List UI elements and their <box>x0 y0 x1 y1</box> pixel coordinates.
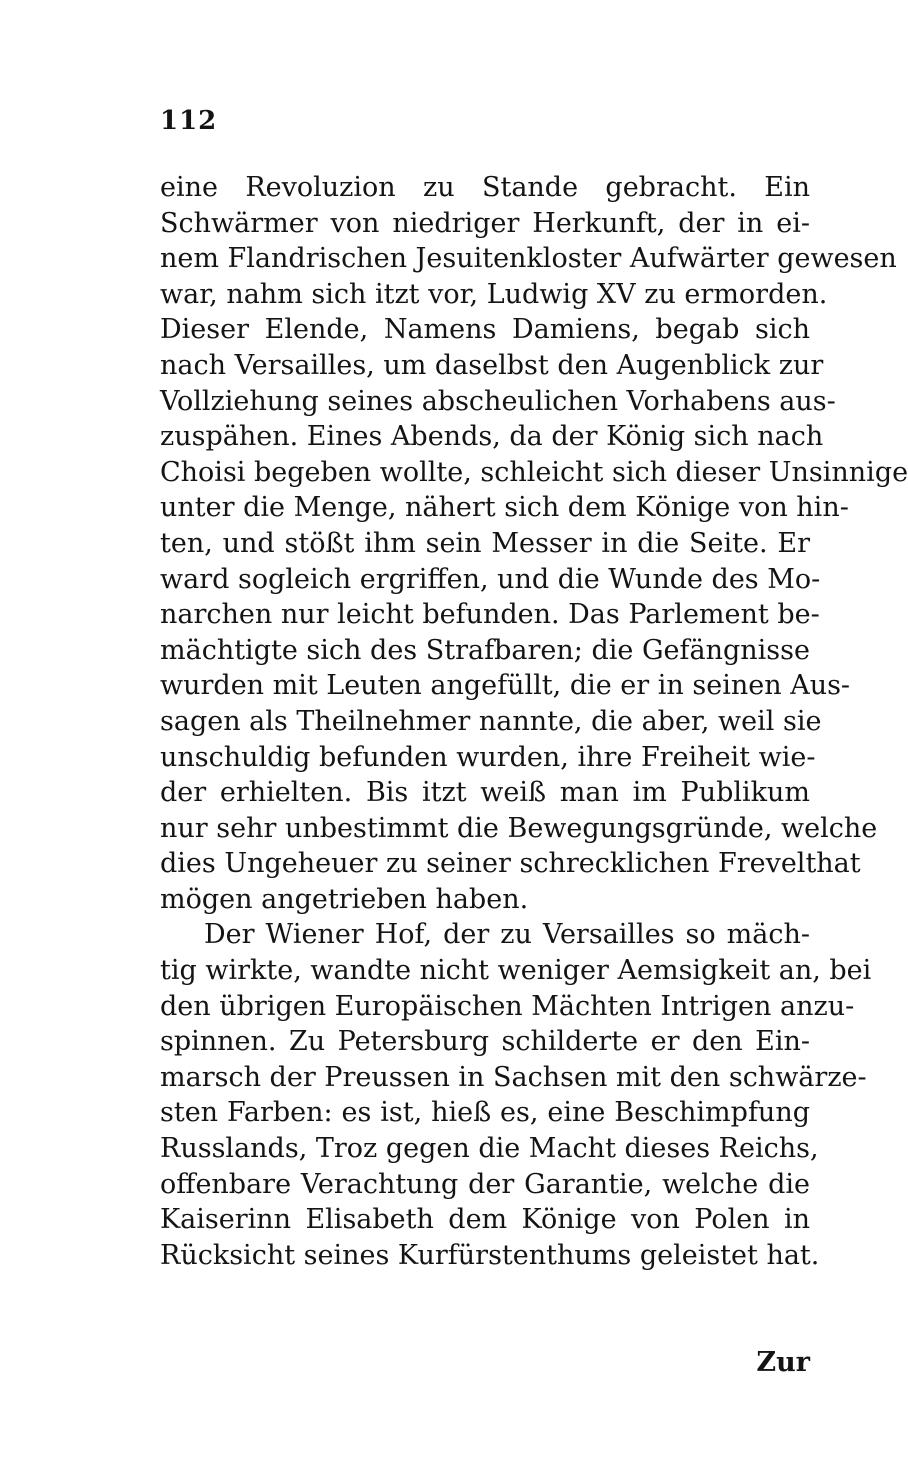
text-line: sten Farben: es ist, hieß es, eine Beschimpfung <box>160 1097 810 1129</box>
text-line: Rücksicht seines Kurfürstenthums geleistet hat. <box>160 1239 820 1271</box>
text-line: Dieser Elende, Namens Damiens, begab sich <box>160 314 810 346</box>
text-line: den übrigen Europäischen Mächten Intrigen anzu- <box>160 990 855 1022</box>
text-line: der erhielten. Bis itzt weiß man im Publikum <box>160 777 810 809</box>
text-line: Kaiserinn Elisabeth dem Könige von Polen in <box>160 1204 810 1236</box>
text-line: nur sehr unbestimmt die Bewegungsgründe, welche <box>160 812 878 844</box>
text-line: sagen als Theilnehmer nannte, die aber, weil sie <box>160 705 822 737</box>
text-line: zuspähen. Eines Abends, da der König sich nach <box>160 421 824 453</box>
text-line: nem Flandrischen Jesuitenkloster Aufwärter gewesen <box>160 243 897 275</box>
text-line: tig wirkte, wandte nicht weniger Aemsigkeit an, bei <box>160 955 872 987</box>
text-line: nach Versailles, um daselbst den Augenblick zur <box>160 349 824 381</box>
text-line: Choisi begeben wollte, schleicht sich dieser Unsinnige <box>160 456 908 488</box>
paragraph <box>160 917 872 1273</box>
text-line: spinnen. Zu Petersburg schilderte er den Ein- <box>160 1026 810 1058</box>
text-line: mächtigte sich des Strafbaren; die Gefängnisse <box>160 634 810 666</box>
body-text <box>160 170 908 1273</box>
catchword: Zur <box>756 1347 810 1378</box>
text-line: wurden mit Leuten angefüllt, die er in seinen Aus- <box>160 670 851 702</box>
text-line: ward sogleich ergriffen, und die Wunde des Mo- <box>160 563 821 595</box>
text-line: Vollziehung seines abscheulichen Vorhabens aus- <box>160 385 836 417</box>
text-line: ten, und stößt ihm sein Messer in die Seite. Er <box>160 527 810 559</box>
text-line: dies Ungeheuer zu seiner schrecklichen Frevelthat <box>160 848 861 880</box>
text-line: mögen angetrieben haben. <box>160 883 529 915</box>
page-number: 112 <box>160 106 218 136</box>
text-line: narchen nur leicht befunden. Das Parlement be- <box>160 599 820 631</box>
paragraph <box>160 170 908 917</box>
text-line: offenbare Verachtung der Garantie, welche die <box>160 1168 810 1200</box>
text-line: eine Revoluzion zu Stande gebracht. Ein <box>160 172 810 203</box>
text-line: Russlands, Troz gegen die Macht dieses Reichs, <box>160 1133 819 1165</box>
text-line: marsch der Preussen in Sachsen mit den schwärze- <box>160 1061 867 1093</box>
text-line: war, nahm sich itzt vor, Ludwig XV zu ermorden. <box>160 278 828 310</box>
text-line: unschuldig befunden wurden, ihre Freiheit wie- <box>160 741 816 773</box>
text-line: unter die Menge, nähert sich dem Könige von hin- <box>160 492 849 524</box>
text-line: Schwärmer von niedriger Herkunft, der in ei- <box>160 207 810 239</box>
text-line: Der Wiener Hof, der zu Versailles so mäch- <box>204 919 810 951</box>
